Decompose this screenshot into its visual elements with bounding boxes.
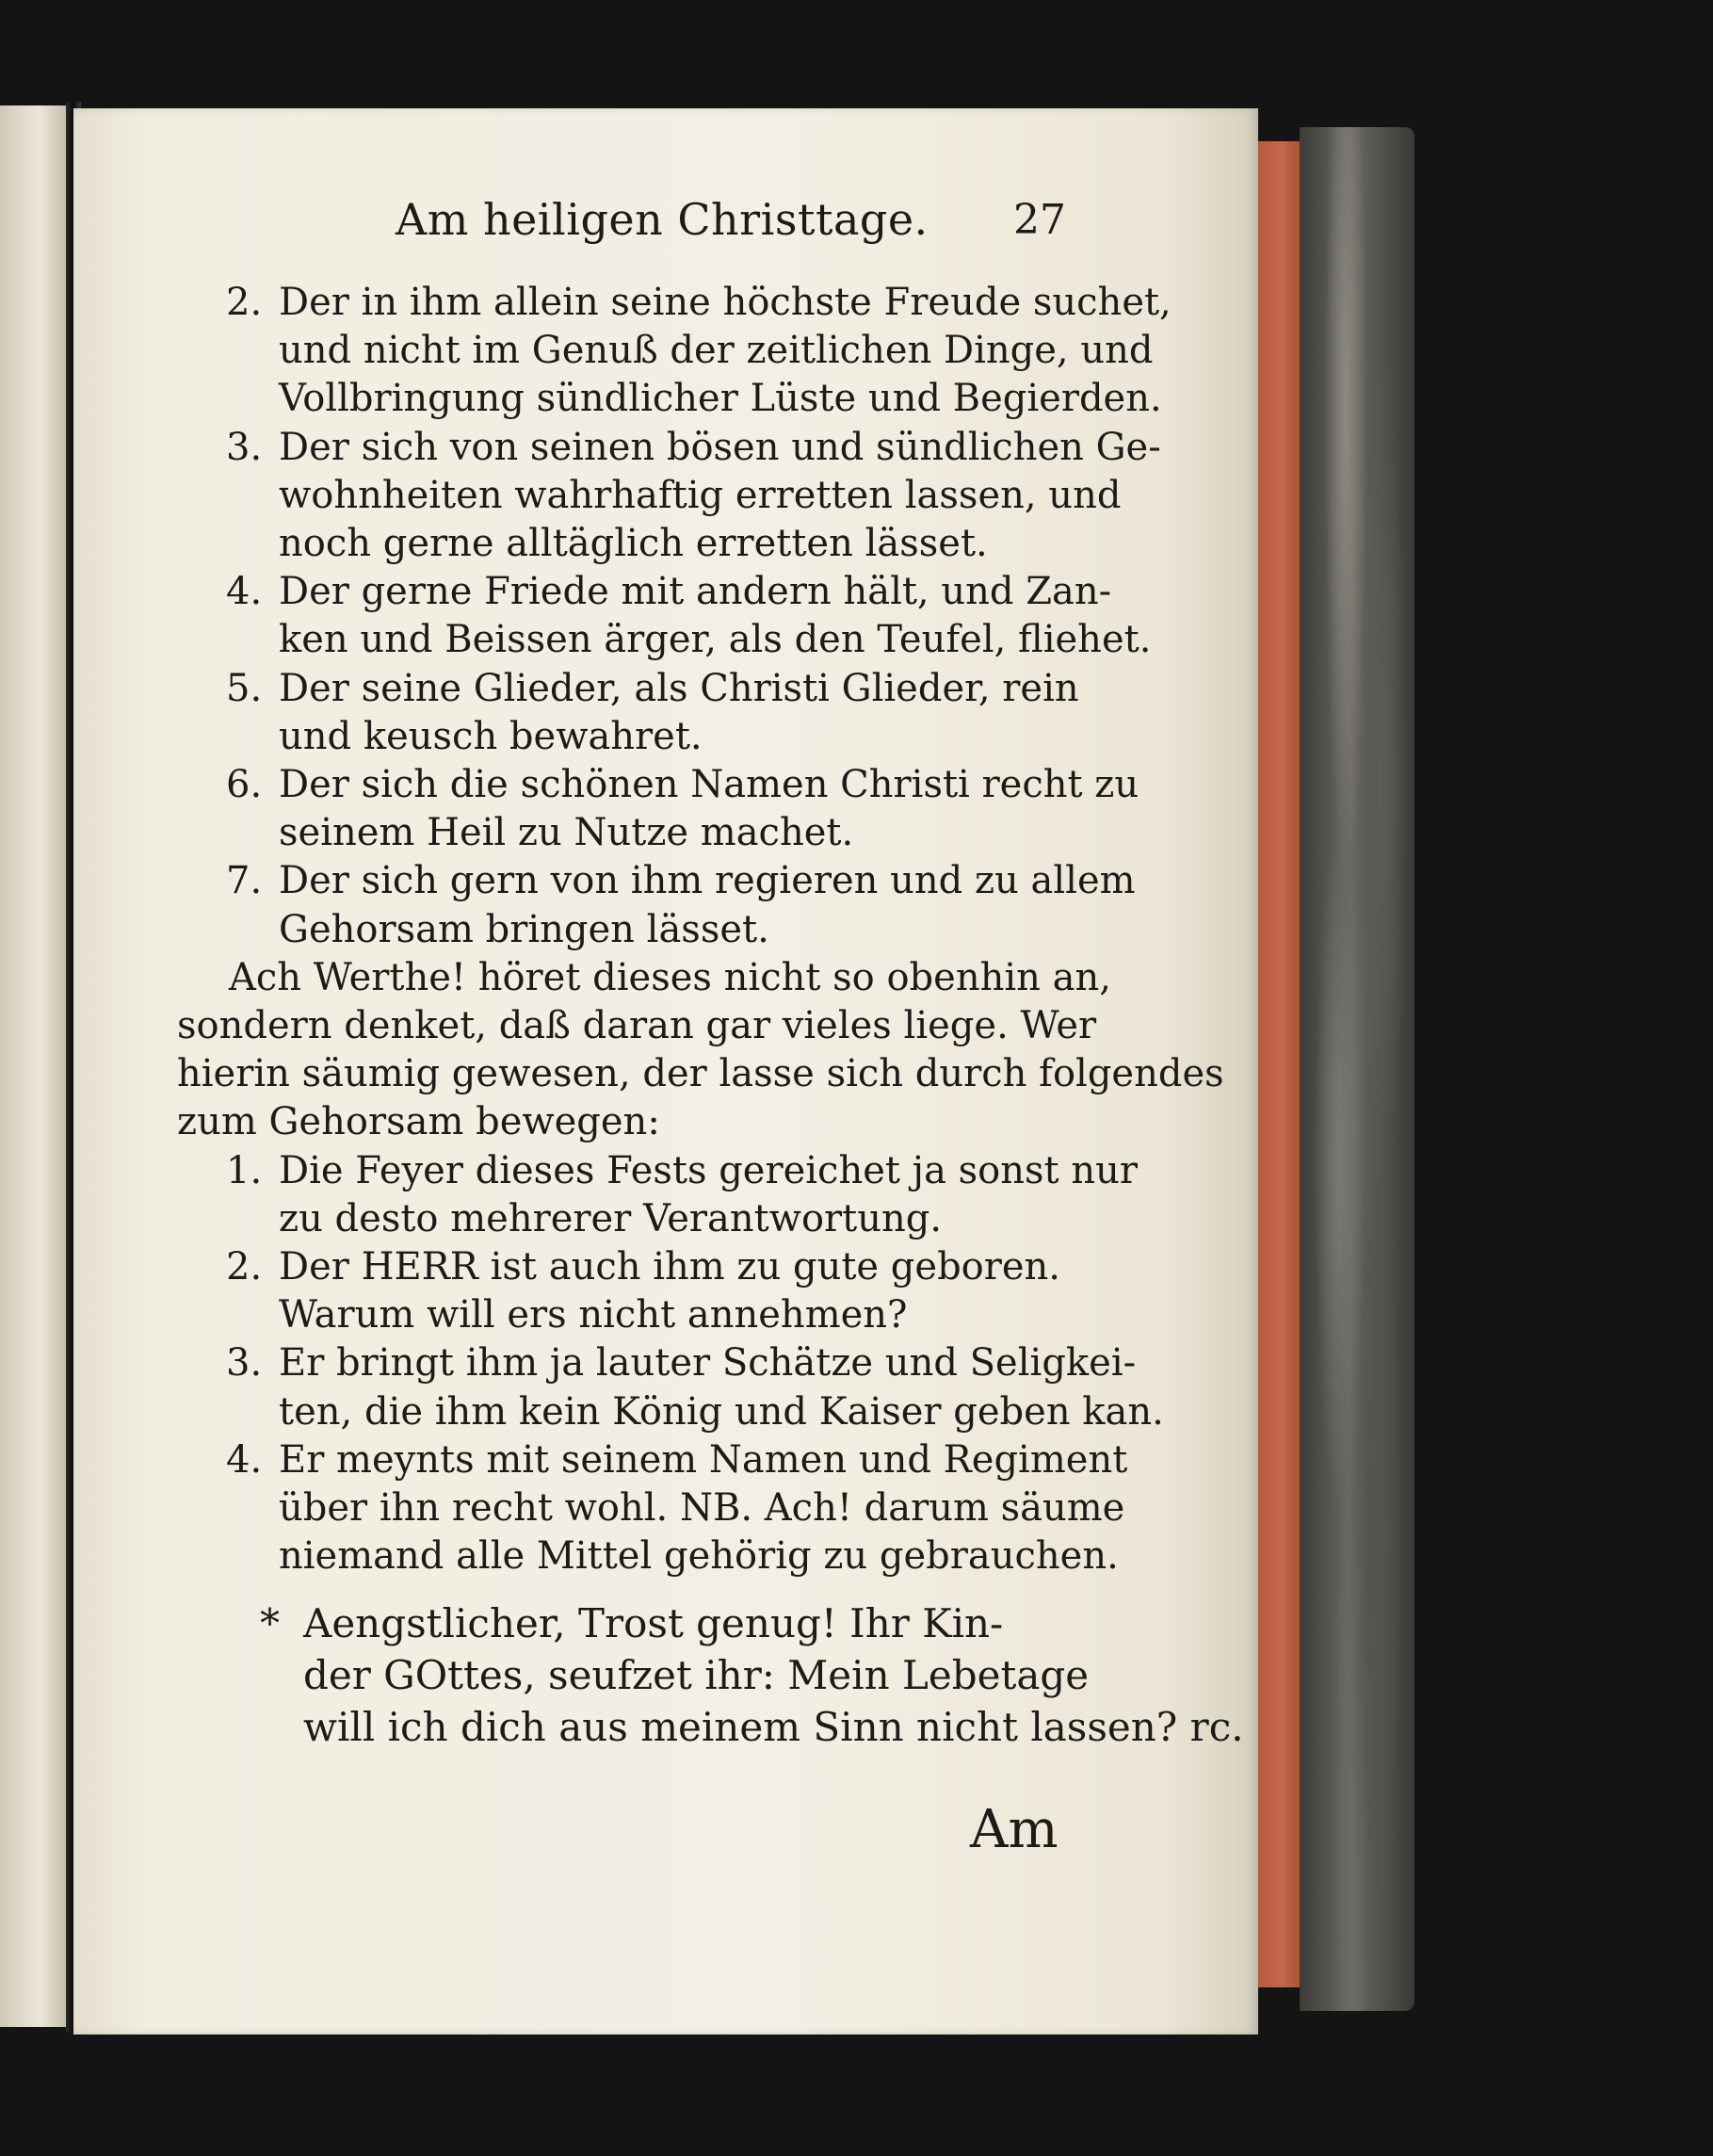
running-head: Am heiligen Christtage. [396,194,929,245]
item-line: Warum will ers nicht annehmen? [279,1293,908,1337]
item-line: wohnheiten wahrhaftig erretten lassen, und [279,473,1122,517]
item-number: 2. [226,1245,263,1289]
page-number: 27 [1013,196,1066,244]
list-item [170,857,1136,953]
left-page-edge [0,105,72,2027]
list-second [170,1147,1164,1581]
item-line: Er meynts mit seinem Namen und Regiment [279,1437,1128,1482]
paragraph-line: zum Gehorsam bewegen: [177,1100,660,1144]
list-first [170,279,1172,954]
page-text [170,188,1244,1753]
note-line: will ich dich aus meinem Sinn nicht lassen? rc. [303,1704,1244,1751]
item-number: 1. [226,1148,263,1192]
paragraph-line: hierin säumig gewesen, der lasse sich durch folgendes [177,1052,1224,1096]
list-item [170,279,1172,424]
item-line: und keusch bewahret. [279,714,703,758]
list-item [170,665,1079,761]
item-line: Der seine Glieder, als Christi Glieder, rein [279,666,1079,710]
item-number: 5. [226,666,263,710]
paragraph-line: sondern denket, daß daran gar vieles liege. Wer [177,1004,1097,1048]
item-number: 6. [226,763,263,807]
note-asterisk: * [260,1600,280,1647]
item-line: Der sich von seinen bösen und sündlichen Ge- [279,425,1161,469]
item-line: zu desto mehrerer Verantwortung. [279,1196,943,1240]
item-number: 4. [226,570,263,614]
item-line: noch gerne alltäglich erretten lässet. [279,522,988,566]
catchword: Am [970,1799,1059,1860]
note-line: Aengstlicher, Trost genug! Ihr Kin- [303,1600,1004,1647]
item-number: 3. [226,425,263,469]
list-item [170,1436,1128,1581]
item-line: Er bringt ihm ja lauter Schätze und Seligkei- [279,1341,1137,1386]
list-item [170,1147,1138,1243]
item-line: Der sich gern von ihm regieren und zu allem [279,859,1136,903]
item-line: über ihn recht wohl. NB. Ach! darum säume [279,1486,1125,1531]
item-number: 3. [226,1341,263,1386]
list-item [170,761,1139,857]
item-number: 4. [226,1437,263,1482]
item-line: Der sich die schönen Namen Christi recht zu [279,763,1139,807]
paragraph-line: Ach Werthe! höret dieses nicht so obenhin an, [229,955,1111,999]
list-item [170,1243,1074,1339]
item-line: Die Feyer dieses Fests gereichet ja sonst nur [279,1148,1138,1192]
item-line: Der gerne Friede mit andern hält, und Zan- [279,570,1112,614]
note-line: der GOttes, seufzet ihr: Mein Lebetage [303,1652,1090,1699]
item-line: ten, die ihm kein König und Kaiser geben kan. [279,1389,1164,1434]
item-line: Der in ihm allein seine höchste Freude suchet, [279,281,1172,324]
item-line: seinem Heil zu Nutze machet. [279,811,854,855]
item-line: Gehorsam bringen lässet. [279,907,769,951]
list-item [170,424,1161,569]
marbled-cover [1300,127,1414,2011]
item-line: ken und Beissen ärger, als den Teufel, fliehet. [279,618,1152,662]
hymn-note [170,1597,1244,1753]
item-line: und nicht im Genuß der zeitlichen Dinge, und [279,329,1154,373]
item-number: 7. [226,859,263,903]
list-item [170,1339,1164,1435]
paragraph [170,954,1224,1147]
item-number: 2. [226,281,263,324]
page-header [170,188,1074,262]
list-item [170,568,1152,664]
item-line: Der HERR ist auch ihm zu gute geboren. [279,1245,1061,1289]
item-line: Vollbringung sündlicher Lüste und Begierden. [279,377,1162,421]
item-line: niemand alle Mittel gehörig zu gebrauchen. [279,1534,1119,1579]
